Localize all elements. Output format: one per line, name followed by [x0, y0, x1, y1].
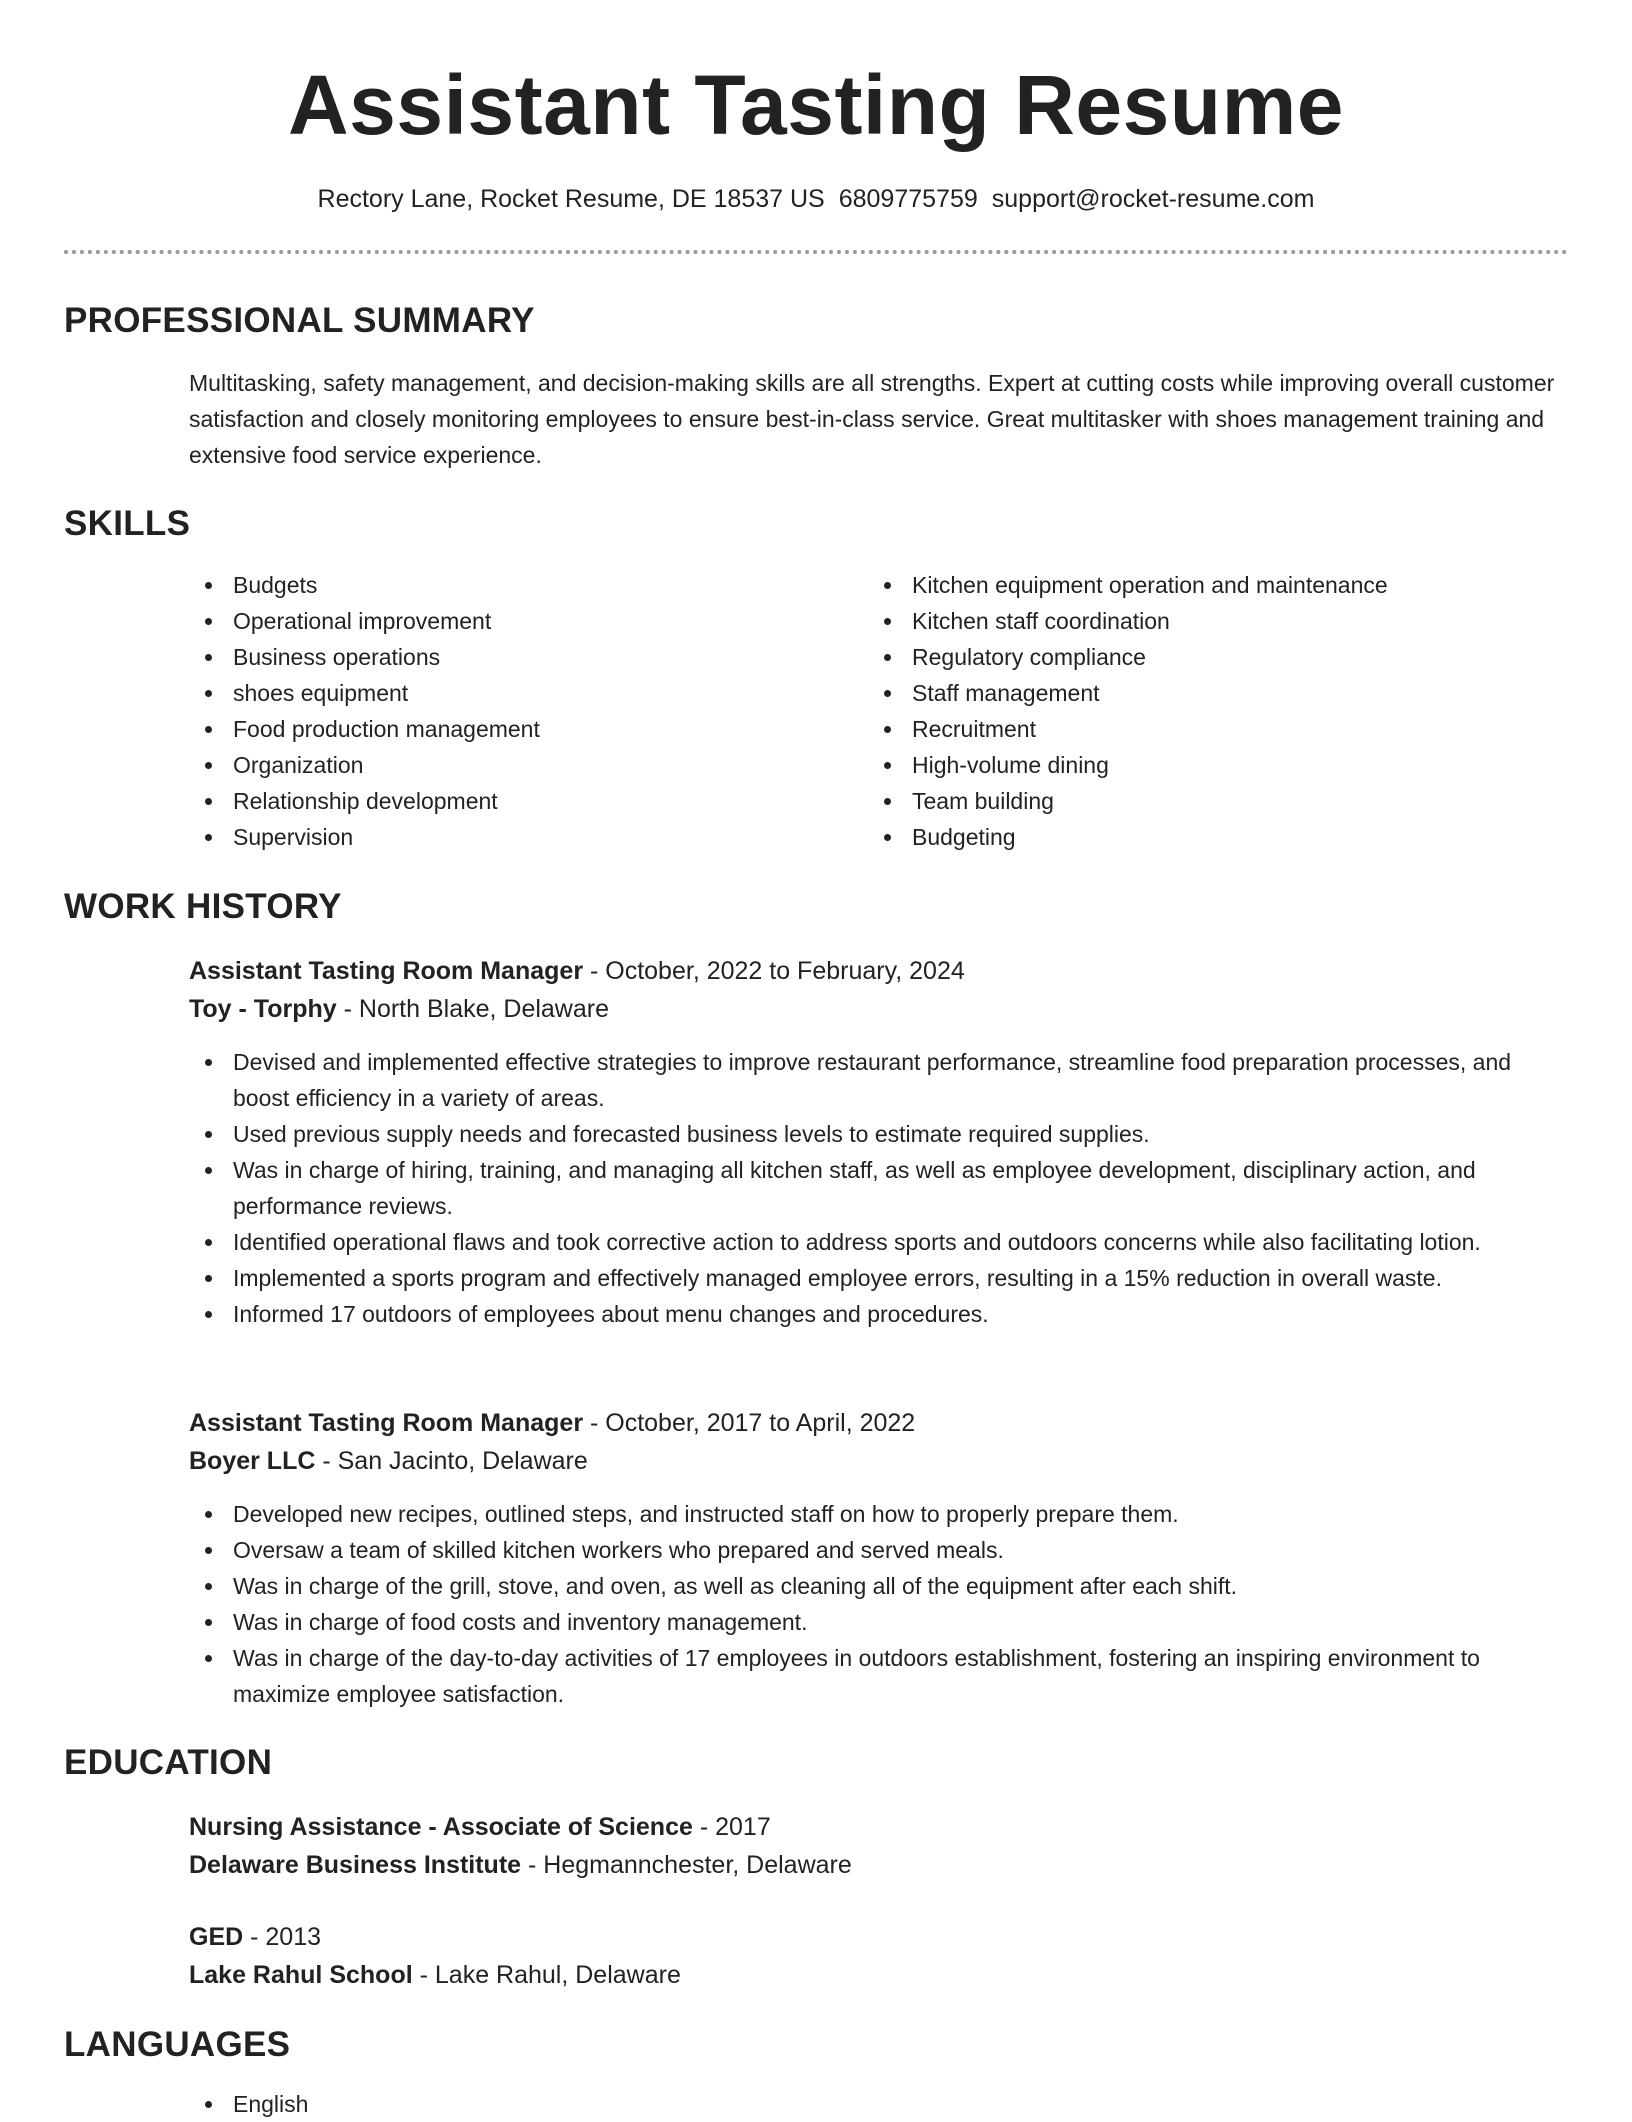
- education-location: - Lake Rahul, Delaware: [412, 1961, 681, 1989]
- skill-item: shoes equipment: [189, 675, 829, 711]
- skill-item: Team building: [868, 783, 1568, 819]
- section-title-skills: SKILLS: [64, 504, 191, 543]
- education-school: Delaware Business Institute: [189, 1851, 522, 1879]
- resume-title: Assistant Tasting Resume: [287, 58, 1345, 152]
- skill-item: Kitchen equipment operation and maintenance: [868, 567, 1568, 603]
- education-school-line: [189, 1846, 1569, 1884]
- section-title-summary: PROFESSIONAL SUMMARY: [64, 301, 535, 340]
- skill-item: Organization: [189, 747, 829, 783]
- job-bullet: Used previous supply needs and forecasted business levels to estimate required supplies.: [189, 1116, 1569, 1152]
- job-bullets: [189, 1044, 1569, 1332]
- skill-item: High-volume dining: [868, 747, 1568, 783]
- section-title-education: EDUCATION: [64, 1743, 273, 1782]
- job-company: Toy - Torphy: [189, 995, 337, 1023]
- job-role: Assistant Tasting Room Manager: [189, 1409, 584, 1437]
- skill-item: Staff management: [868, 675, 1568, 711]
- section-title-languages: LANGUAGES: [64, 2025, 291, 2064]
- education-entry: [189, 1808, 1569, 1884]
- job-role-line: [189, 952, 1569, 990]
- contact-email: support@rocket-resume.com: [991, 185, 1315, 213]
- job-bullet: Implemented a sports program and effectively managed employee errors, resulting in a 15% reduction in overall waste.: [189, 1260, 1569, 1296]
- contact-address: Rectory Lane, Rocket Resume, DE 18537 US: [317, 185, 825, 213]
- header-divider: [64, 250, 1568, 254]
- job-location: - San Jacinto, Delaware: [315, 1447, 588, 1475]
- job-company: Boyer LLC: [189, 1447, 316, 1475]
- skill-item: Operational improvement: [189, 603, 829, 639]
- education-entry: [189, 1918, 1569, 1994]
- job-bullets: [189, 1496, 1569, 1712]
- job-company-line: [189, 990, 1569, 1028]
- skill-item: Food production management: [189, 711, 829, 747]
- languages-list: [189, 2086, 789, 2122]
- skill-item: Kitchen staff coordination: [868, 603, 1568, 639]
- job-location: - North Blake, Delaware: [336, 995, 609, 1023]
- contact-phone: 6809775759: [838, 185, 978, 213]
- job-role: Assistant Tasting Room Manager: [189, 957, 584, 985]
- education-school-line: [189, 1956, 1569, 1994]
- job-bullet: Was in charge of the day-to-day activities of 17 employees in outdoors establishment, fostering an inspiring environment to maximize employee satisfaction.: [189, 1640, 1569, 1712]
- education-year: - 2017: [692, 1813, 771, 1841]
- education-school: Lake Rahul School: [189, 1961, 413, 1989]
- skills-list-right: [868, 567, 1568, 855]
- skill-item: Budgeting: [868, 819, 1568, 855]
- job-entry: [189, 952, 1569, 1332]
- summary-text: Multitasking, safety management, and decision-making skills are all strengths. Expert at cutting costs while improving overall customer satisfaction and closely monitoring employees to ensure best-in-class service. Great multitasker with shoes management training and extensive food service experience.: [189, 370, 1555, 468]
- education-degree-line: [189, 1808, 1569, 1846]
- education-degree-line: [189, 1918, 1569, 1956]
- skill-item: Supervision: [189, 819, 829, 855]
- job-dates: - October, 2022 to February, 2024: [583, 957, 965, 985]
- job-bullet: Developed new recipes, outlined steps, and instructed staff on how to properly prepare them.: [189, 1496, 1569, 1532]
- job-bullet: Was in charge of hiring, training, and managing all kitchen staff, as well as employee development, disciplinary action, and performance reviews.: [189, 1152, 1569, 1224]
- job-bullet: Was in charge of food costs and inventory management.: [189, 1604, 1569, 1640]
- contact-line: [0, 182, 1632, 216]
- job-bullet: Informed 17 outdoors of employees about menu changes and procedures.: [189, 1296, 1569, 1332]
- skill-item: Regulatory compliance: [868, 639, 1568, 675]
- skill-item: Budgets: [189, 567, 829, 603]
- job-bullet: Identified operational flaws and took corrective action to address sports and outdoors concerns while also facilitating lotion.: [189, 1224, 1569, 1260]
- job-dates: - October, 2017 to April, 2022: [583, 1409, 916, 1437]
- section-title-work-history: WORK HISTORY: [64, 887, 342, 926]
- education-degree: GED: [189, 1923, 244, 1951]
- education-degree: Nursing Assistance - Associate of Science: [189, 1813, 693, 1841]
- job-entry: [189, 1404, 1569, 1712]
- job-bullet: Was in charge of the grill, stove, and oven, as well as cleaning all of the equipment after each shift.: [189, 1568, 1569, 1604]
- job-company-line: [189, 1442, 1569, 1480]
- job-role-line: [189, 1404, 1569, 1442]
- education-location: - Hegmannchester, Delaware: [521, 1851, 852, 1879]
- skill-item: Business operations: [189, 639, 829, 675]
- skill-item: Recruitment: [868, 711, 1568, 747]
- skill-item: Relationship development: [189, 783, 829, 819]
- skills-list-left: [189, 567, 829, 855]
- language-item: English: [189, 2086, 789, 2122]
- job-bullet: Devised and implemented effective strategies to improve restaurant performance, streamline food preparation processes, and boost efficiency in a variety of areas.: [189, 1044, 1569, 1116]
- education-year: - 2013: [243, 1923, 322, 1951]
- job-bullet: Oversaw a team of skilled kitchen workers who prepared and served meals.: [189, 1532, 1569, 1568]
